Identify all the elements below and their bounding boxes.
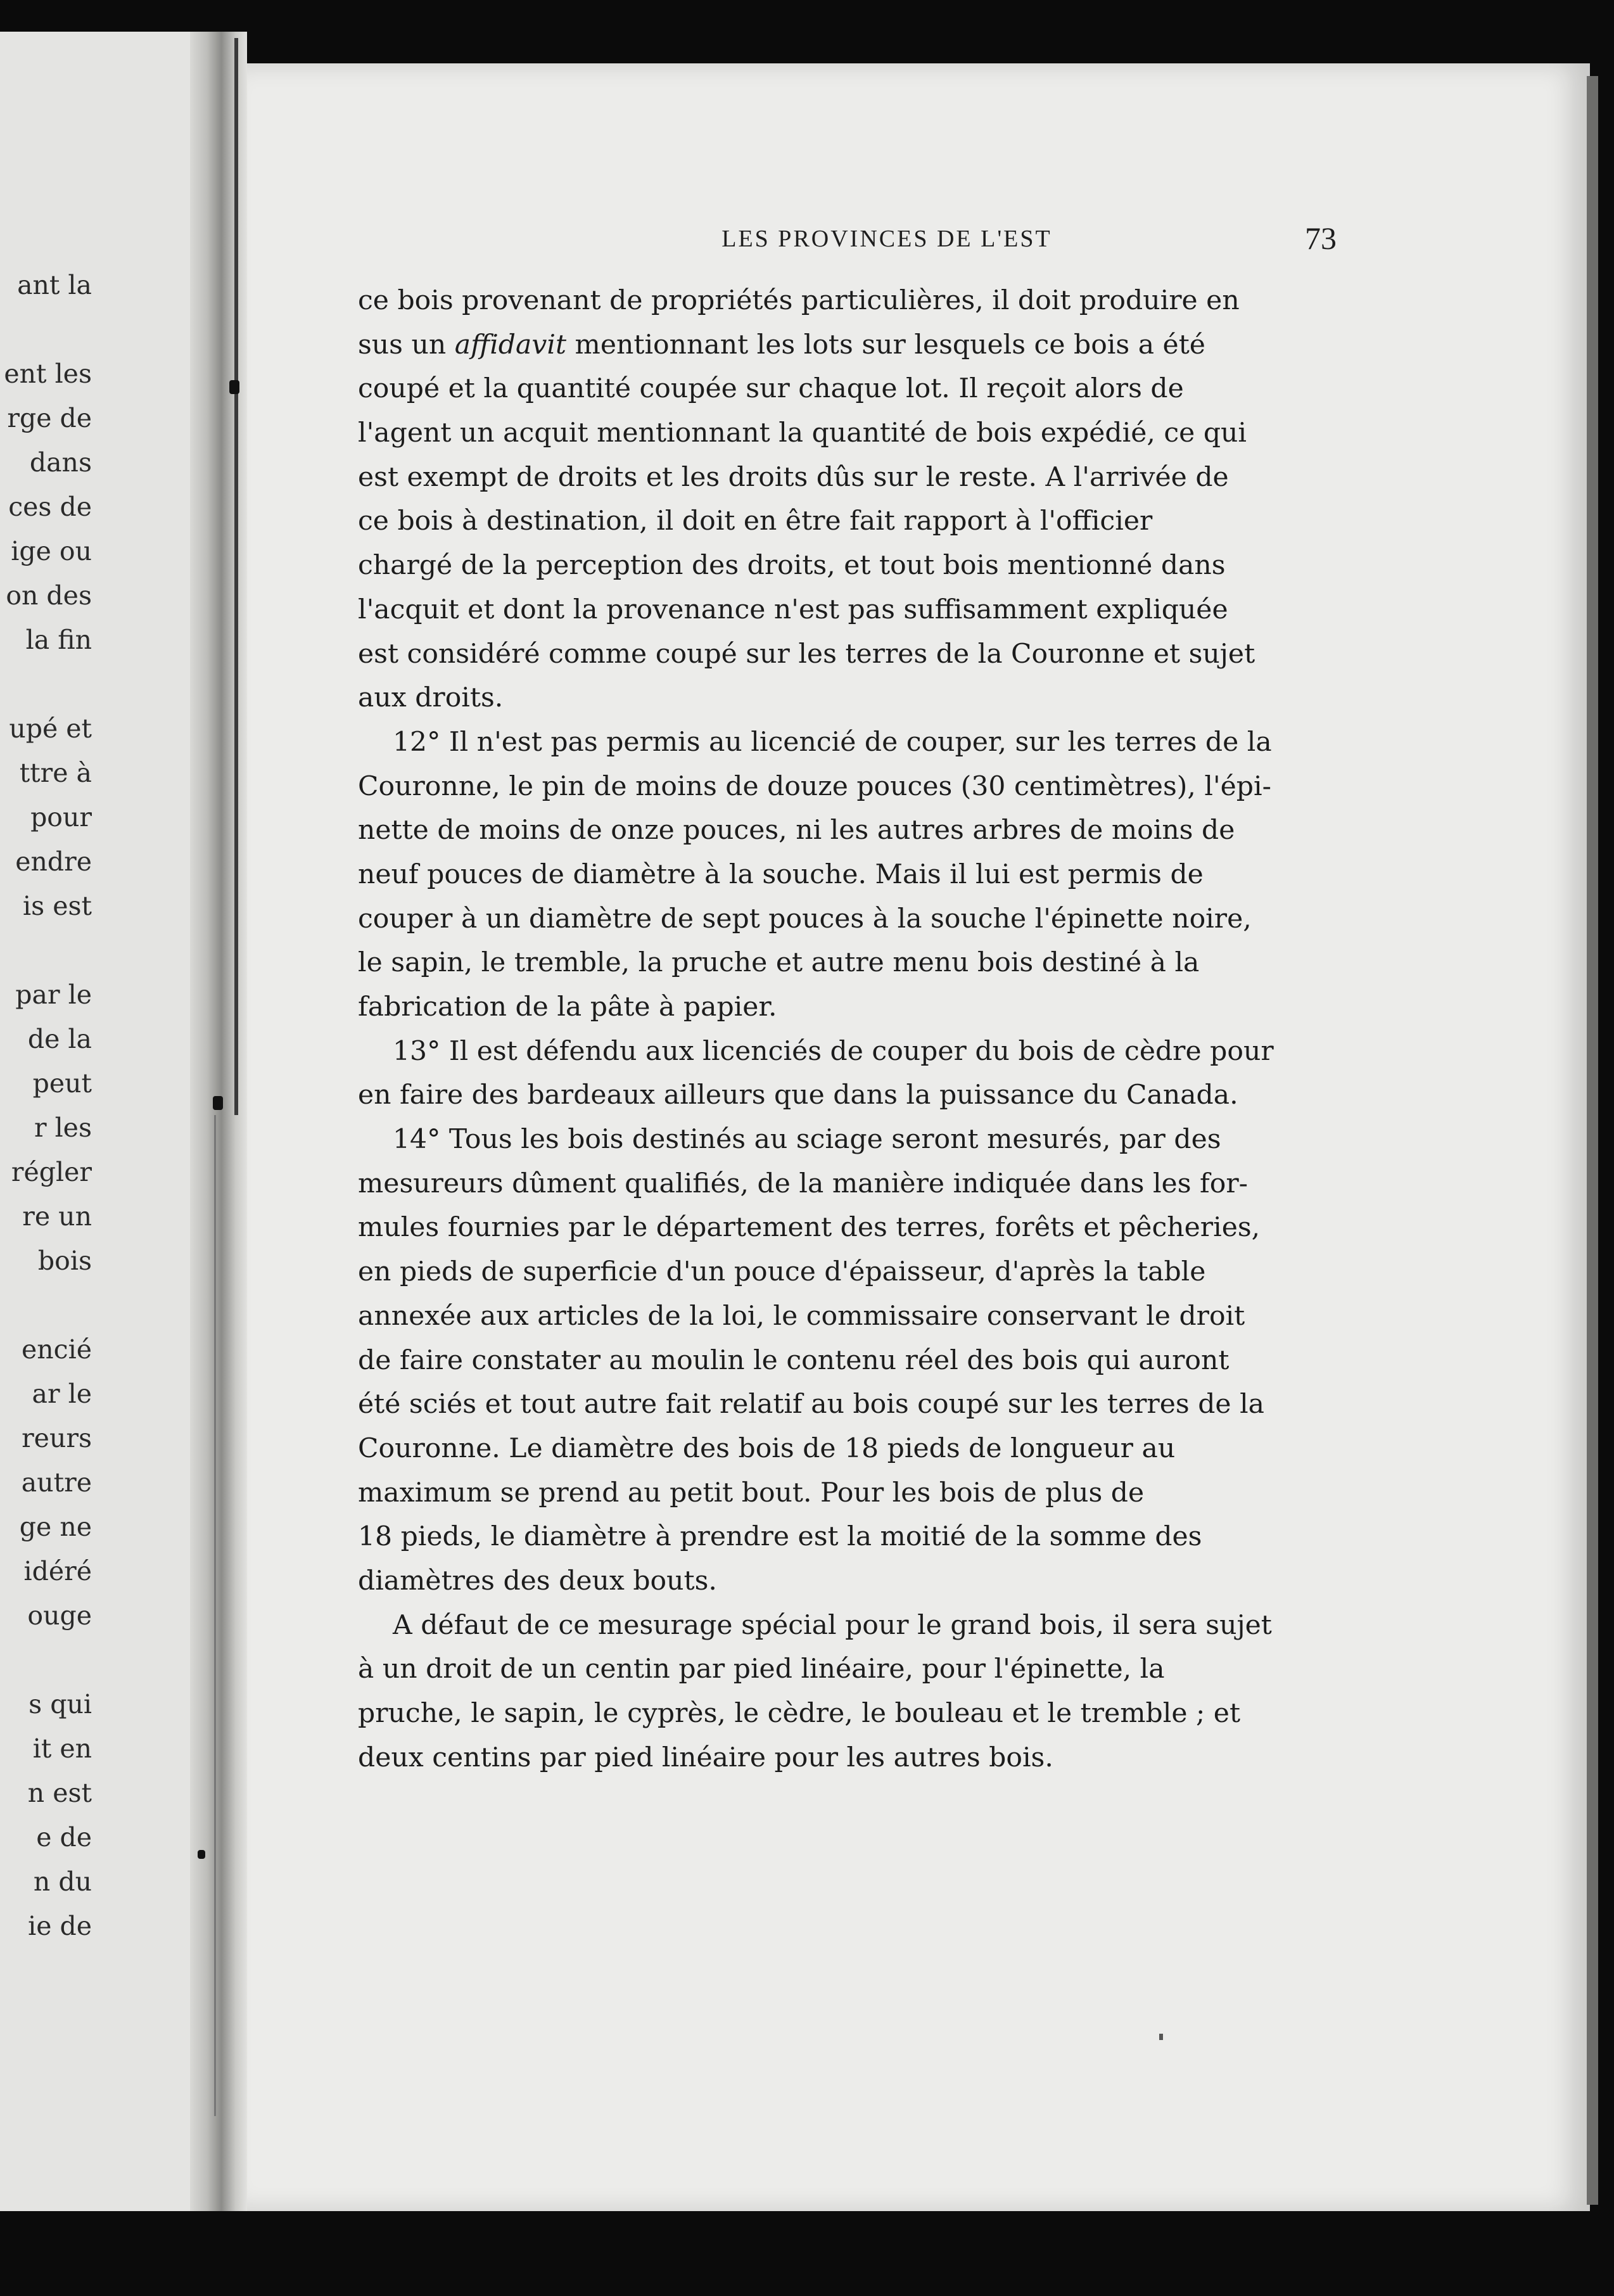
text-line: deux centins par pied linéaire pour les autres bois. [358, 1742, 1053, 1773]
text-line: Couronne. Le diamètre des bois de 18 pieds de longueur au [358, 1432, 1176, 1464]
binding-thread [234, 38, 238, 1115]
text-line: ce bois provenant de propriétés particulières, il doit produire en [358, 285, 1240, 316]
text-line: 13° Il est défendu aux licenciés de couper du bois de cèdre pour [393, 1035, 1274, 1067]
text-line: coupé et la quantité coupée sur chaque lot. Il reçoit alors de [358, 373, 1184, 405]
text-line: chargé de la perception des droits, et tout bois mentionné dans [358, 550, 1226, 582]
text-line: Couronne, le pin de moins de douze pouces (30 centimètres), l'épi- [358, 770, 1271, 802]
text-line: A défaut de ce mesurage spécial pour le grand bois, il sera sujet [393, 1609, 1272, 1641]
binding-knot [213, 1096, 223, 1110]
left-page-text-fragment: is est [23, 891, 92, 921]
left-page-text-fragment: e de [36, 1822, 92, 1853]
left-page-text-fragment: upé et [9, 713, 92, 744]
left-page-text-fragment: s qui [29, 1689, 92, 1719]
text-line: en pieds de superficie d'un pouce d'épaisseur, d'après la table [358, 1256, 1206, 1288]
left-page-text-fragment: par le [15, 979, 92, 1010]
text-line: 14° Tous les bois destinés au sciage seront mesurés, par des [393, 1124, 1221, 1156]
page-edge [1587, 76, 1598, 2205]
binding-knot [229, 380, 239, 394]
left-page-text-fragment: dans [29, 447, 92, 478]
text-line: sus un affidavit mentionnant les lots sur lesquels ce bois a été [358, 329, 1205, 360]
text-line: diamètres des deux bouts. [358, 1565, 717, 1597]
text-line: le sapin, le tremble, la pruche et autre menu bois destiné à la [358, 947, 1200, 979]
left-page-text-fragment: peut [32, 1068, 92, 1099]
left-page-text-fragment: encié [21, 1334, 92, 1365]
text-line: l'acquit et dont la provenance n'est pas suffisamment expliquée [358, 594, 1228, 625]
text-line: ce bois à destination, il doit en être fait rapport à l'officier [358, 506, 1153, 537]
text-line: été sciés et tout autre fait relatif au bois coupé sur les terres de la [358, 1389, 1265, 1420]
left-page-text-fragment: ent les [4, 359, 92, 389]
left-page-text-fragment: re un [22, 1201, 92, 1232]
left-page-text-fragment: bois [37, 1246, 92, 1276]
text-line: mesureurs dûment qualifiés, de la manière indiquée dans les for- [358, 1168, 1249, 1199]
text-line: aux droits. [358, 682, 504, 714]
text-line: maximum se prend au petit bout. Pour les bois de plus de [358, 1477, 1145, 1508]
text-line: mules fournies par le département des terres, forêts et pêcheries, [358, 1212, 1261, 1244]
left-page-text-fragment: autre [21, 1467, 92, 1498]
left-page-text-fragment: rge de [7, 403, 92, 433]
text-line: annexée aux articles de la loi, le commissaire conservant le droit [358, 1300, 1245, 1332]
left-page-text-fragment: la fin [25, 625, 92, 655]
left-page-text-fragment: ar le [32, 1379, 92, 1409]
left-page-text-fragment: de la [27, 1024, 92, 1054]
text-line: en faire des bardeaux ailleurs que dans la puissance du Canada. [358, 1080, 1238, 1111]
text-line: à un droit de un centin par pied linéaire, pour l'épinette, la [358, 1654, 1165, 1685]
left-page-text-fragment: ttre à [19, 758, 92, 788]
text-line: neuf pouces de diamètre à la souche. Mais il lui est permis de [358, 858, 1204, 890]
left-page-text-fragment: idéré [23, 1556, 92, 1586]
book-gutter [190, 32, 247, 2211]
left-page-text-fragment: it en [32, 1733, 92, 1764]
body-text [358, 279, 1590, 2053]
text-line: nette de moins de onze pouces, ni les autres arbres de moins de [358, 815, 1235, 846]
text-line: pruche, le sapin, le cyprès, le cèdre, le bouleau et le tremble ; et [358, 1698, 1241, 1729]
left-page-text-fragment: régler [11, 1157, 92, 1187]
left-page-text-fragment: on des [6, 580, 92, 611]
running-head: LES PROVINCES DE L'EST [721, 226, 1052, 252]
text-line: de faire constater au moulin le contenu réel des bois qui auront [358, 1344, 1230, 1376]
left-page-text-fragment: n est [27, 1778, 92, 1808]
left-page-text-fragment: ouge [27, 1600, 92, 1631]
left-page-text-fragment: n du [33, 1866, 92, 1897]
left-page-text-fragment: ige ou [11, 536, 92, 566]
binding-knot [198, 1850, 205, 1859]
left-page-text-fragment: ge ne [19, 1512, 92, 1542]
text-line: l'agent un acquit mentionnant la quantité de bois expédié, ce qui [358, 418, 1247, 449]
left-page-text-fragment: ant la [17, 270, 92, 300]
ink-speck [1159, 2034, 1163, 2040]
text-line: 12° Il n'est pas permis au licencié de couper, sur les terres de la [393, 726, 1272, 758]
text-line: couper à un diamètre de sept pouces à la souche l'épinette noire, [358, 903, 1252, 934]
text-line: est exempt de droits et les droits dûs sur le reste. A l'arrivée de [358, 461, 1229, 493]
text-line: 18 pieds, le diamètre à prendre est la moitié de la somme des [358, 1521, 1202, 1553]
page-number: 73 [1305, 220, 1337, 256]
left-page-text-fragment: ces de [8, 492, 92, 522]
left-page-text-fragment: reurs [22, 1423, 92, 1453]
text-line: fabrication de la pâte à papier. [358, 992, 777, 1023]
left-page-text-fragment: pour [30, 802, 92, 832]
left-page-text-fragment: ie de [28, 1911, 92, 1941]
binding-thread-lower [214, 1115, 216, 2116]
page-header [247, 220, 1590, 269]
left-page-text-fragment: endre [15, 846, 92, 877]
right-page [247, 63, 1590, 2211]
text-line: est considéré comme coupé sur les terres de la Couronne et sujet [358, 638, 1255, 670]
left-page-text-fragment: r les [34, 1113, 92, 1143]
